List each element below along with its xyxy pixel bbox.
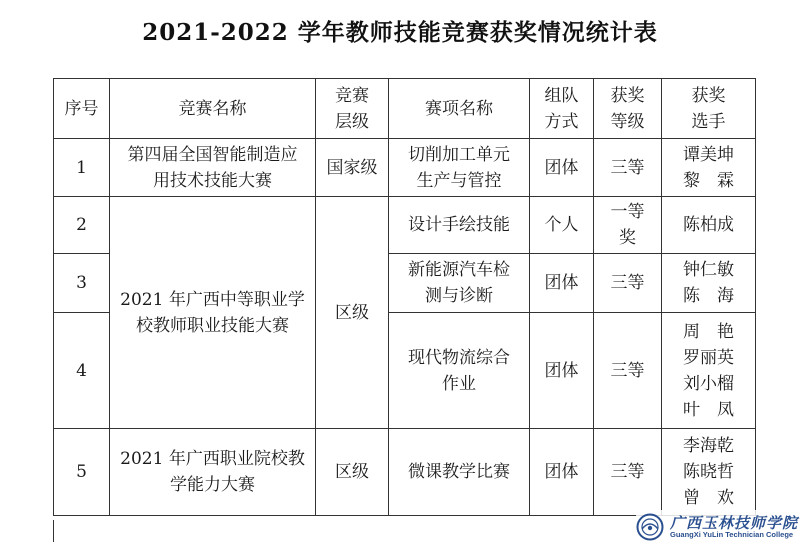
cell-line: 三等 (610, 462, 645, 482)
cell-line: 黎 霖 (683, 170, 734, 191)
cell-team (530, 197, 594, 254)
cell-line: 三等 (610, 273, 645, 293)
header-cell-competition (110, 79, 316, 139)
cell-no (54, 254, 110, 313)
table-header-row (54, 79, 756, 139)
header-cell-winners (662, 79, 756, 139)
header-cell-award (594, 79, 662, 139)
cell-line: 切削加工单元 (408, 144, 510, 165)
cell-line: 方式 (544, 111, 579, 132)
cell-line: 等级 (610, 111, 645, 132)
cell-line: 团体 (544, 157, 579, 178)
cell-line: 校教师职业技能大赛 (136, 315, 289, 336)
cell-line: 1 (76, 157, 87, 178)
cell-no (54, 313, 110, 429)
cell-line: 第四届全国智能制造应 (127, 144, 298, 165)
cell-line: 曾 欢 (683, 488, 734, 508)
cell-line: 陈晓哲 (683, 462, 734, 482)
cell-line: 陈柏成 (683, 215, 734, 235)
cell-line: 层级 (335, 111, 369, 132)
cell-line: 4 (76, 360, 87, 381)
cell-line: 奖 (619, 228, 636, 248)
cell-team (530, 429, 594, 516)
header-cell-level (316, 79, 389, 139)
cell-line: 2021 年广西职业院校教 (120, 449, 305, 469)
cell-line: 国家级 (326, 157, 378, 178)
cell-line: 选手 (691, 111, 726, 132)
cell-level (316, 139, 389, 197)
cell-line: 获奖 (691, 85, 726, 106)
cell-line: 微课教学比赛 (408, 462, 510, 482)
cell-line: 一等 (610, 202, 645, 222)
cell-award (594, 254, 662, 313)
cell-line: 三等 (610, 157, 645, 178)
cell-line: 赛项名称 (425, 98, 493, 119)
cell-award (594, 313, 662, 429)
cell-line: 组队 (544, 85, 579, 106)
cell-line: 生产与管控 (416, 170, 502, 191)
cell-line: 三等 (610, 360, 645, 381)
cell-line: 3 (76, 273, 87, 293)
watermark-en-text: GuangXi YuLin Technician College (670, 530, 794, 540)
header-cell-team (530, 79, 594, 139)
cell-line: 钟仁敏 (683, 260, 734, 280)
cell-competition (110, 429, 316, 516)
cell-no (54, 429, 110, 516)
cell-award (594, 429, 662, 516)
watermark-cn-text: 广西玉林技师学院 (670, 513, 799, 532)
cell-event (389, 197, 530, 254)
cell-winners (662, 254, 756, 313)
cell-line: 作业 (442, 373, 476, 394)
college-watermark (636, 510, 798, 544)
header-cell-event (389, 79, 530, 139)
cell-line: 获奖 (610, 85, 645, 106)
cell-line: 陈 海 (683, 286, 734, 306)
cell-line: 测与诊断 (425, 286, 493, 306)
cell-line: 区级 (335, 462, 369, 482)
cell-line: 个人 (544, 215, 579, 235)
cell-line: 李海乾 (683, 436, 734, 456)
document-title: 2021-2022 学年教师技能竞赛获奖情况统计表 (142, 19, 658, 46)
cell-level (316, 429, 389, 516)
cell-winners (662, 197, 756, 254)
cell-line: 设计手绘技能 (408, 215, 510, 235)
cell-line: 竞赛 (335, 85, 369, 106)
cell-line: 用技术技能大赛 (153, 170, 272, 191)
college-logo-icon (636, 513, 664, 541)
cell-no (54, 139, 110, 197)
table-row (54, 139, 756, 197)
cell-line: 现代物流综合 (408, 347, 510, 368)
cell-line: 区级 (335, 302, 369, 323)
cell-team (530, 139, 594, 197)
table-row (54, 429, 756, 516)
cell-line: 竞赛名称 (178, 98, 247, 119)
cell-line: 2021 年广西中等职业学 (120, 289, 305, 310)
cell-team (530, 254, 594, 313)
cell-line: 团体 (544, 273, 579, 293)
cell-line: 5 (76, 462, 87, 482)
cell-winners (662, 429, 756, 516)
cell-competition (110, 197, 316, 429)
cell-line: 团体 (544, 462, 579, 482)
header-cell-no (54, 79, 110, 139)
cell-line: 刘小榴 (683, 373, 734, 394)
cell-line: 新能源汽车检 (408, 260, 510, 280)
cell-line: 团体 (544, 360, 579, 381)
cell-line: 叶 凤 (683, 399, 734, 420)
cell-award (594, 139, 662, 197)
cell-line: 序号 (64, 98, 99, 119)
cell-line: 学能力大赛 (170, 475, 255, 495)
cell-event (389, 313, 530, 429)
cell-line: 谭美坤 (683, 144, 734, 165)
cell-no (54, 197, 110, 254)
table-row (54, 197, 756, 254)
cell-line: 2 (76, 215, 87, 235)
cell-event (389, 254, 530, 313)
margin-rule (53, 520, 54, 542)
cell-level (316, 197, 389, 429)
cell-winners (662, 139, 756, 197)
cell-competition (110, 139, 316, 197)
awards-table (53, 78, 756, 516)
cell-team (530, 313, 594, 429)
cell-line: 周 艳 (683, 321, 734, 342)
cell-event (389, 139, 530, 197)
cell-award (594, 197, 662, 254)
cell-event (389, 429, 530, 516)
cell-winners (662, 313, 756, 429)
cell-line: 罗丽英 (683, 347, 734, 368)
